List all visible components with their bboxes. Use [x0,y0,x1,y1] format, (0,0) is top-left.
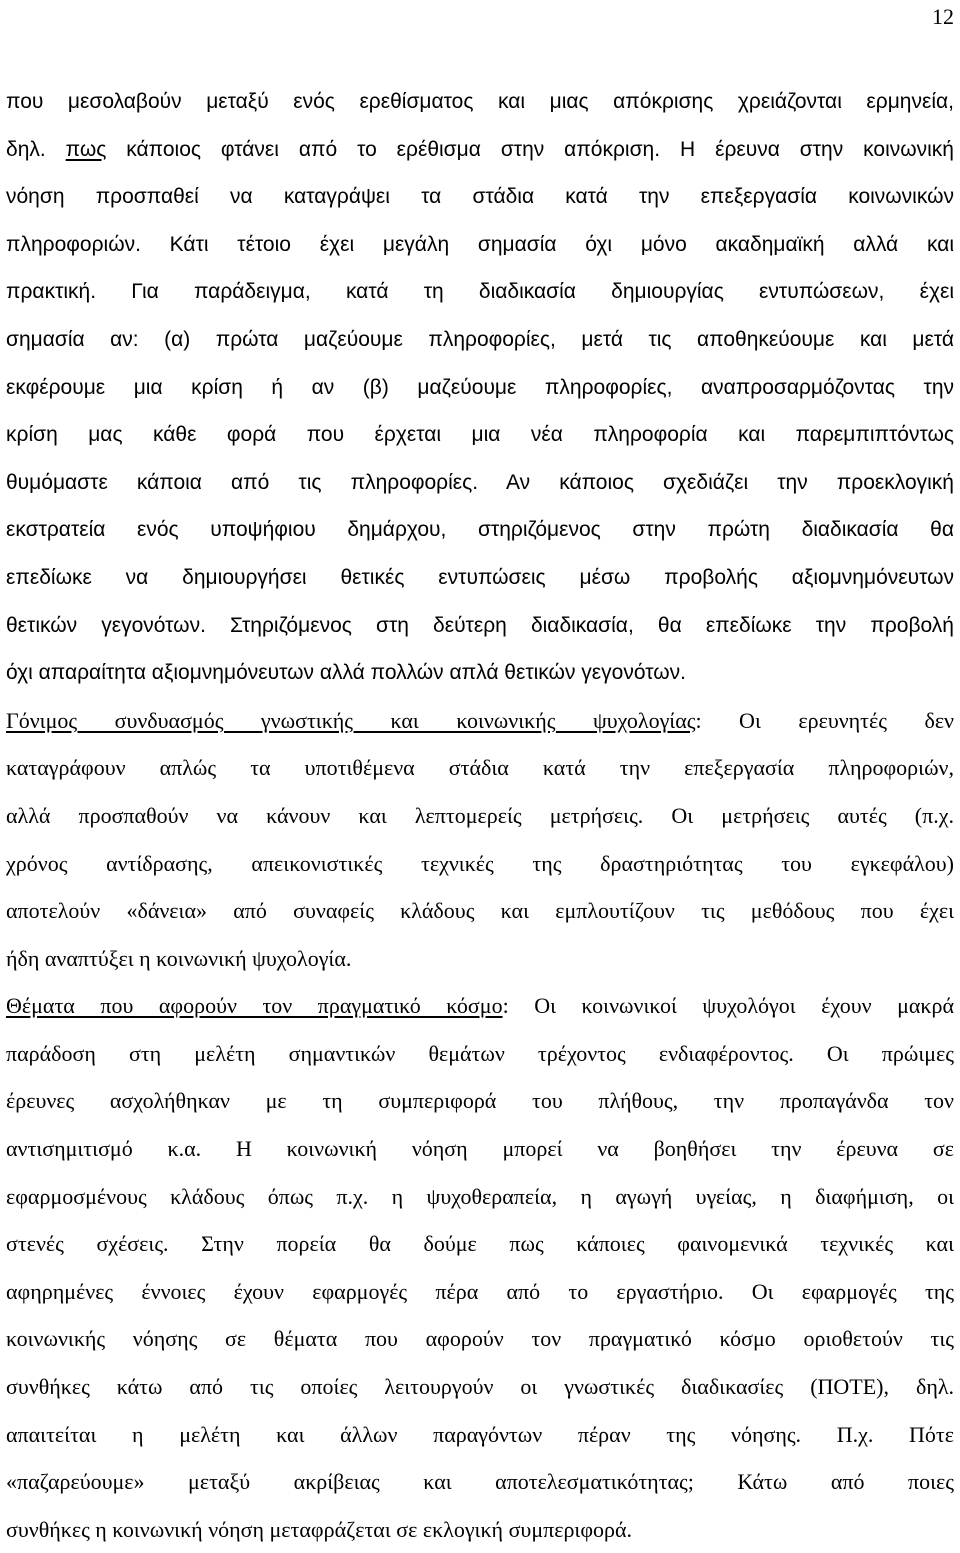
text-segment: εφαρμοσμένους κλάδους όπως π.χ. η ψυχοθεραπεία, η αγωγή υγείας, η διαφήμιση, οι [6,1183,954,1209]
text-segment: κάποιος φτάνει από το ερέθισμα στην απόκριση. Η έρευνα στην κοινωνική [106,137,954,161]
text-segment: πληροφοριών. Κάτι τέτοιο έχει μεγάλη σημασία όχι μόνο ακαδημαϊκή αλλά και [6,232,954,256]
text-line [6,1458,954,1506]
body-text [6,78,954,1553]
text-line [6,935,954,983]
text-line [6,268,954,316]
text-line [6,221,954,269]
text-segment: επεδίωκε να δημιουργήσει θετικές εντυπώσεις μέσω προβολής αξιομνημόνευτων [6,565,954,589]
text-line [6,982,954,1030]
text-segment: στενές σχέσεις. Στην πορεία θα δούμε πως κάποιες φαινομενικά τεχνικές και [6,1231,954,1257]
text-segment: κρίση μας κάθε φορά που έρχεται μια νέα πληροφορία και παρεμπιπτόντως [6,423,954,447]
text-line [6,1506,954,1553]
text-segment: αφηρημένες έννοιες έχουν εφαρμογές πέρα από το εργαστήριο. Οι εφαρμογές της [6,1278,954,1304]
text-line [6,554,954,602]
text-line [6,459,954,507]
text-line [6,887,954,935]
text-line [6,602,954,650]
text-line [6,1077,954,1125]
text-line [6,173,954,221]
text-line [6,78,954,126]
text-segment: καταγράφουν απλώς τα υποτιθέμενα στάδια κατά την επεξεργασία πληροφοριών, [6,755,954,781]
text-line [6,364,954,412]
text-line [6,1411,954,1459]
text-segment: σημασία αν: (α) πρώτα μαζεύουμε πληροφορίες, μετά τις αποθηκεύουμε και μετά [6,327,954,351]
text-line [6,411,954,459]
text-line [6,1173,954,1221]
text-segment: εκφέρουμε μια κρίση ή αν (β) μαζεύουμε πληροφορίες, αναπροσαρμόζοντας την [6,375,954,399]
text-segment: νόηση προσπαθεί να καταγράψει τα στάδια κατά την επεξεργασία κοινωνικών [6,185,954,209]
underlined-text: πως [65,137,107,161]
text-segment: όχι απαραίτητα αξιομνημόνευτων αλλά πολλών απλά θετικών γεγονότων. [6,661,686,685]
text-segment: θετικών γεγονότων. Στηριζόμενος στη δεύτερη διαδικασία, θα επεδίωκε την προβολή [6,613,954,637]
text-line [6,697,954,745]
underlined-text: Θέματα που αφορούν τον πραγματικό κόσμο [6,993,503,1019]
text-segment: συνθήκες η κοινωνική νόηση μεταφράζεται σε εκλογική συμπεριφορά. [6,1516,633,1542]
text-segment: συνθήκες κάτω από τις οποίες λειτουργούν οι γνωστικές διαδικασίες (ΠΟΤΕ), δηλ. [6,1374,954,1400]
text-line [6,1220,954,1268]
text-segment: παράδοση στη μελέτη σημαντικών θεμάτων τρέχοντος ενδιαφέροντος. Οι πρώιμες [6,1040,954,1066]
text-segment: αποτελούν «δάνεια» από συναφείς κλάδους και εμπλουτίζουν τις μεθόδους που έχει [6,898,954,924]
text-line [6,840,954,888]
text-segment: ήδη αναπτύξει η κοινωνική ψυχολογία. [6,945,352,971]
text-segment: εκστρατεία ενός υποψήφιου δημάρχου, στηριζόμενος στην πρώτη διαδικασία θα [6,518,954,542]
text-segment: που μεσολαβούν μεταξύ ενός ερεθίσματος και μιας απόκρισης χρειάζονται ερμηνεία, [6,90,954,113]
text-segment: : Οι ερευνητές δεν [695,707,955,733]
text-segment: : Οι κοινωνικοί ψυχολόγοι έχουν μακρά [502,993,955,1019]
text-segment: απαιτείται η μελέτη και άλλων παραγόντων πέραν της νόησης. Π.χ. Πότε [6,1421,954,1447]
text-segment: κοινωνικής νόησης σε θέματα που αφορούν τον πραγματικό κόσμο οριοθετούν τις [6,1326,954,1352]
text-segment: αντισημιτισμό κ.α. Η κοινωνική νόηση μπορεί να βοηθήσει την έρευνα σε [6,1136,954,1162]
text-line [6,1030,954,1078]
text-line [6,506,954,554]
text-line [6,1268,954,1316]
text-line [6,126,954,174]
text-segment: «παζαρεύουμε» μεταξύ ακρίβειας και αποτελεσματικότητας; Κάτω από ποιες [6,1469,954,1495]
text-segment: θυμόμαστε κάποια από τις πληροφορίες. Αν κάποιος σχεδιάζει την προεκλογική [6,470,954,494]
text-line [6,649,954,697]
text-line [6,1125,954,1173]
text-segment: πρακτική. Για παράδειγμα, κατά τη διαδικασία δημιουργίας εντυπώσεων, έχει [6,280,954,304]
text-line [6,744,954,792]
text-segment: αλλά προσπαθούν να κάνουν και λεπτομερείς μετρήσεις. Οι μετρήσεις αυτές (π.χ. [6,802,954,828]
text-line [6,1315,954,1363]
text-segment: έρευνες ασχολήθηκαν με τη συμπεριφορά του πλήθους, την προπαγάνδα τον [6,1088,954,1114]
text-line [6,316,954,364]
underlined-text: Γόνιμος συνδυασμός γνωστικής και κοινωνικής ψυχολογίας [6,707,696,733]
text-segment: χρόνος αντίδρασης, απεικονιστικές τεχνικές της δραστηριότητας του εγκεφάλου) [6,850,954,876]
text-line [6,1363,954,1411]
text-line [6,792,954,840]
text-segment: δηλ. [6,137,66,161]
page-number: 12 [932,4,954,29]
